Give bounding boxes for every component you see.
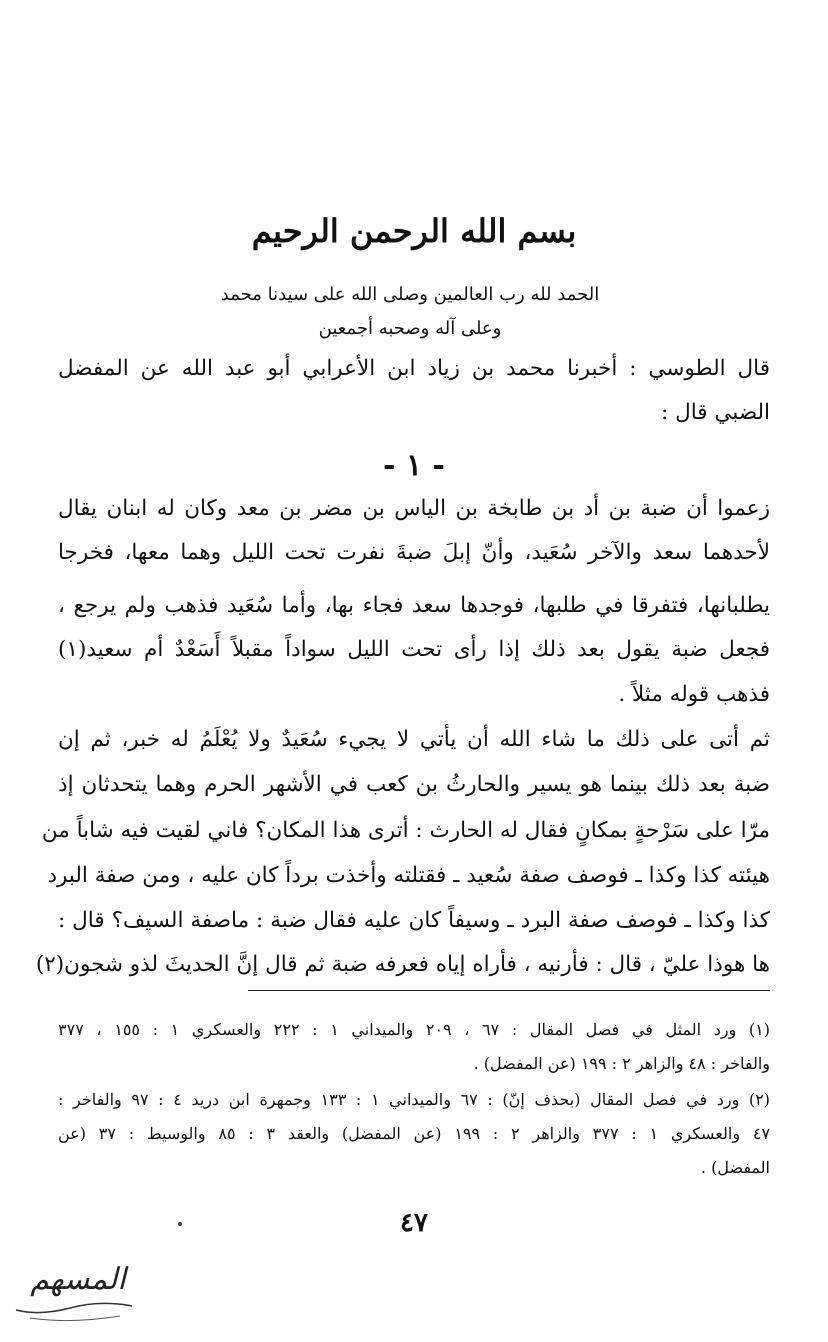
paragraph2-line-6: ها هوذا عليّ ، قال : فأرنيه ، فأراه إياه فعرفه ضبة ثم قال إنَّ الحديثَ لذو شجون(٢) bbox=[35, 952, 770, 977]
page-number: ٤٧ bbox=[400, 1208, 428, 1238]
intro-line-1: قال الطوسي : أخبرنا محمد بن زياد ابن الأعرابي أبو عبد الله عن المفضل bbox=[58, 356, 770, 381]
footnote-1-line-1: (١) ورد المثل في فصل المقال : ٦٧ ، ٢٠٩ والميداني ١ : ٢٢٢ والعسكري ١ : ١٥٥ ، ٣٧٧ bbox=[58, 1020, 771, 1039]
doxology-line-2: وعلى آله وصحبه أجمعين bbox=[318, 318, 502, 339]
footnote-2-line-2: ٤٧ والعسكري ١ : ٣٧٧ والزاهر ٢ : ١٩٩ (عن المفضل) والعقد ٣ : ٨٥ والوسيط : ٣٧ (عن bbox=[58, 1124, 771, 1143]
doxology-line-1: الحمد لله رب العالمين وصلى الله على سيدنا محمد bbox=[220, 284, 600, 305]
paragraph1-line-2: لأحدهما سعد والآخر سُعَيد، وأنّ إبلَ ضبةَ نفرت تحت الليل وهما معها، فخرجا bbox=[58, 540, 770, 565]
paragraph2-line-2: ضبة بعد ذلك بينما هو يسير والحارثُ بن كعب في الأشهر الحرم وهما يتحدثان إذ bbox=[58, 772, 770, 797]
paragraph2-line-3: مرّا على سَرْحةٍ بمكانٍ فقال له الحارث : أترى هذا المكان؟ فاني لقيت فيه شاباً من bbox=[41, 818, 770, 843]
paragraph1-line-1: زعموا أن ضبة بن أد بن طابخة بن الياس بن مضر بن معد وكان له ابنان يقال bbox=[58, 496, 770, 521]
intro-line-2: الضبي قال : bbox=[661, 400, 770, 425]
paragraph2-line-4: هيئته كذا وكذا ـ فوصف صفة سُعيد ـ فقتلته وأخذت برداً كان عليه ، ومن صفة البرد bbox=[47, 863, 770, 888]
chapter-number: - ١ - bbox=[383, 448, 445, 483]
paragraph1-line-3: يطلبانها، فتفرقا في طلبها، فوجدها سعد فجاء بها، وأما سُعَيد فذهب ولم يرجع ، bbox=[58, 593, 770, 618]
paragraph2-line-1: ثم أتى على ذلك ما شاء الله أن يأتي لا يجيء سُعَيدٌ ولا يُعْلَمُ له خبر، ثم إن bbox=[58, 727, 770, 752]
footnote-1-line-2: والفاخر : ٤٨ والزاهر ٢ : ١٩٩ (عن المفضل) . bbox=[473, 1054, 770, 1073]
footnote-divider bbox=[248, 990, 770, 991]
basmala-heading: بسم الله الرحمن الرحيم bbox=[251, 212, 577, 250]
footnote-2-line-1: (٢) ورد في فصل المقال (بحذف إنّ) : ٦٧ والميداني ١ : ١٣٣ وجمهرة ابن دريد ٤ : ٩٧ والفاخر : bbox=[58, 1090, 771, 1109]
footnote-2-line-3: المفضل) . bbox=[700, 1158, 770, 1177]
paragraph1-line-4: فجعل ضبة يقول بعد ذلك إذا رأى تحت الليل سواداً مقبلاً أَسَعْدٌ أم سعيد(١) bbox=[58, 637, 770, 662]
paragraph1-line-5: فذهب قوله مثلاً . bbox=[618, 682, 770, 707]
library-stamp-text: المسهم bbox=[30, 1262, 126, 1297]
paragraph2-line-5: كذا وكذا ـ فوصف صفة البرد ـ وسيفاً كان عليه فقال ضبة : ماصفة السيف؟ قال : bbox=[58, 908, 770, 933]
